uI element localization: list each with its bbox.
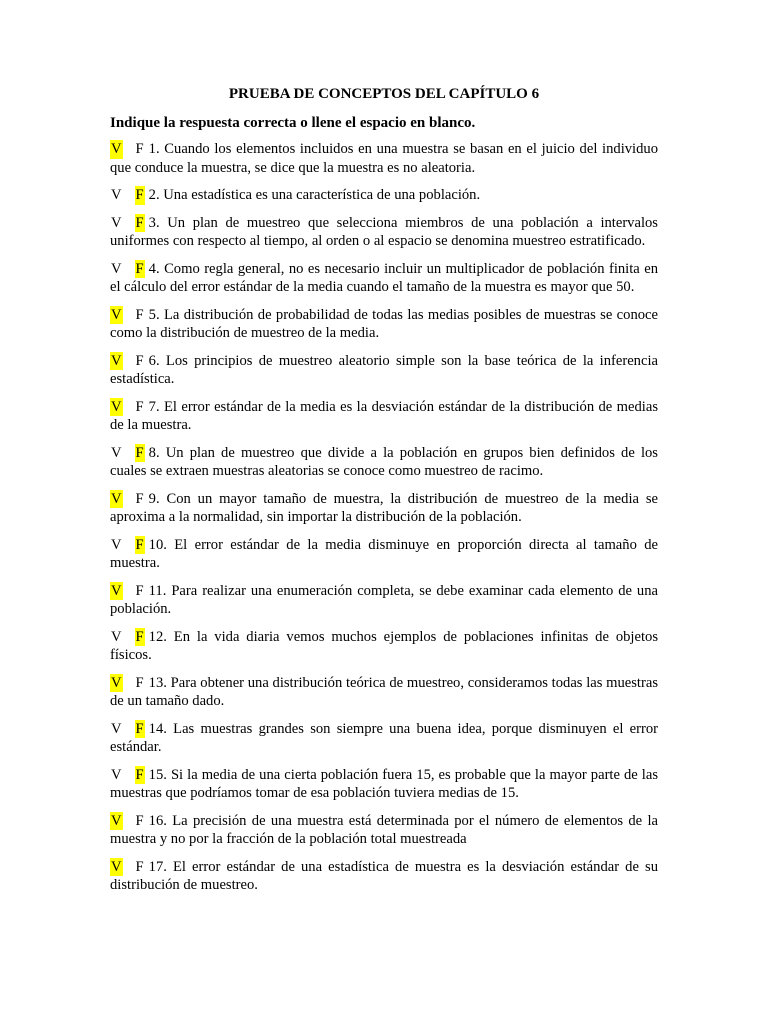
- question-text: 4. Como regla general, no es necesario incluir un multiplicador de población finita en el cálculo del error estándar de la media cuando el tamaño de la muestra es mayor que 50.: [110, 260, 658, 295]
- true-mark: V: [111, 858, 122, 875]
- true-mark: V: [111, 720, 122, 737]
- question-list: [110, 140, 658, 904]
- question-item: [110, 214, 658, 251]
- question-item: [110, 628, 658, 665]
- question-item: [110, 812, 658, 849]
- question-item: [110, 536, 658, 573]
- true-mark: V: [111, 352, 122, 369]
- true-mark: V: [111, 536, 122, 553]
- question-text: 5. La distribución de probabilidad de todas las medias posibles de muestras se conoce como la distribución de muestreo de la media.: [110, 306, 658, 341]
- question-text: 12. En la vida diaria vemos muchos ejemplos de poblaciones infinitas de objetos físicos.: [110, 628, 658, 663]
- false-mark: F: [135, 812, 144, 829]
- question-item: [110, 260, 658, 297]
- true-mark: V: [111, 812, 122, 829]
- true-mark: V: [111, 628, 122, 645]
- false-mark: F: [135, 536, 144, 553]
- false-mark: F: [135, 214, 144, 231]
- question-text: 13. Para obtener una distribución teórica de muestreo, consideramos todas las muestras de un tamaño dado.: [110, 674, 658, 709]
- question-item: [110, 766, 658, 803]
- false-mark: F: [135, 444, 144, 461]
- question-text: 2. Una estadística es una característica de una población.: [148, 187, 481, 203]
- question-item: [110, 398, 658, 435]
- false-mark: F: [135, 187, 144, 203]
- true-mark: V: [111, 306, 122, 323]
- true-mark: V: [111, 674, 122, 691]
- false-mark: F: [135, 260, 144, 277]
- question-item: [110, 490, 658, 527]
- question-item: [110, 140, 658, 177]
- question-text: 16. La precisión de una muestra está determinada por el número de elementos de la muestra y no por la fracción de la población total muestreada: [110, 812, 658, 847]
- question-text: 3. Un plan de muestreo que selecciona miembros de una población a intervalos uniformes con respecto al tiempo, al orden o al espacio se denomina muestreo estratificado.: [110, 214, 658, 249]
- false-mark: F: [135, 398, 144, 415]
- false-mark: F: [135, 490, 144, 507]
- false-mark: F: [135, 628, 144, 645]
- question-text: 8. Un plan de muestreo que divide a la población en grupos bien definidos de los cuales se extraen muestras aleatorias se conoce como muestreo de racimo.: [110, 444, 658, 479]
- false-mark: F: [135, 306, 144, 323]
- true-mark: V: [111, 260, 122, 277]
- question-text: 14. Las muestras grandes son siempre una buena idea, porque disminuyen el error estándar.: [110, 720, 658, 755]
- false-mark: F: [135, 720, 144, 737]
- question-item: [110, 352, 658, 389]
- question-text: 1. Cuando los elementos incluidos en una muestra se basan en el juicio del individuo que conduce la muestra, se dice que la muestra es no aleatoria.: [110, 141, 658, 176]
- question-text: 17. El error estándar de una estadística de muestra es la desviación estándar de su distribución de muestreo.: [110, 858, 658, 893]
- true-mark: V: [111, 582, 122, 599]
- true-mark: V: [111, 214, 122, 231]
- true-mark: V: [111, 398, 122, 415]
- question-text: 11. Para realizar una enumeración completa, se debe examinar cada elemento de una población.: [110, 582, 658, 617]
- question-item: [110, 444, 658, 481]
- false-mark: F: [135, 674, 144, 691]
- question-item: [110, 186, 658, 205]
- question-text: 15. Si la media de una cierta población fuera 15, es probable que la mayor parte de las muestras que podríamos tomar de esa población tuviera medias de 15.: [110, 766, 658, 801]
- false-mark: F: [135, 352, 144, 369]
- question-item: [110, 582, 658, 619]
- true-mark: V: [111, 444, 122, 461]
- question-item: [110, 674, 658, 711]
- true-mark: V: [111, 490, 122, 507]
- false-mark: F: [135, 858, 144, 875]
- true-mark: V: [111, 766, 122, 783]
- false-mark: F: [135, 766, 144, 783]
- question-item: [110, 306, 658, 343]
- false-mark: F: [135, 582, 144, 599]
- question-text: 9. Con un mayor tamaño de muestra, la distribución de muestreo de la media se aproxima a la normalidad, sin importar la distribución de la población.: [110, 490, 658, 525]
- question-item: [110, 858, 658, 895]
- question-text: 7. El error estándar de la media es la desviación estándar de la distribución de medias de la muestra.: [110, 398, 658, 433]
- question-item: [110, 720, 658, 757]
- false-mark: F: [135, 141, 144, 157]
- true-mark: V: [111, 187, 122, 203]
- page-title: PRUEBA DE CONCEPTOS DEL CAPÍTULO 6: [228, 86, 540, 102]
- instructions: Indique la respuesta correcta o llene el espacio en blanco.: [110, 115, 476, 131]
- question-text: 10. El error estándar de la media disminuye en proporción directa al tamaño de muestra.: [110, 536, 658, 571]
- true-mark: V: [111, 141, 122, 157]
- question-text: 6. Los principios de muestreo aleatorio simple son la base teórica de la inferencia estadística.: [110, 352, 658, 387]
